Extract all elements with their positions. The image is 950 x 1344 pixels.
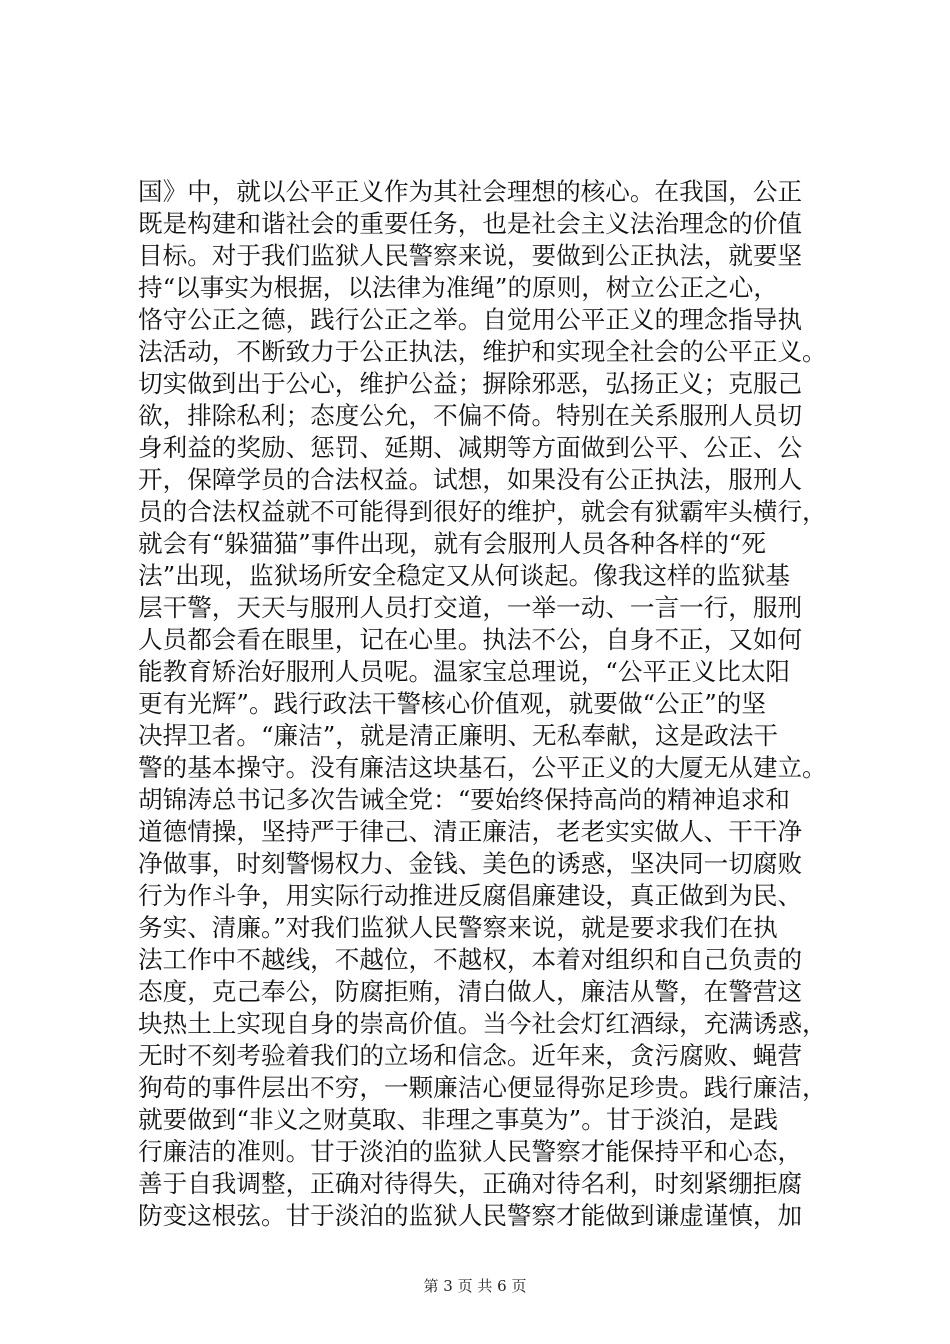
text-line: 身利益的奖励、惩罚、延期、减期等方面做到公平、公正、公 [138,433,803,462]
text-line: 层干警，天天与服刑人员打交道，一举一动、一言一行，服刑 [138,593,803,622]
text-line: 警的基本操守。没有廉洁这块基石，公平正义的大厦无从建立。 [138,753,827,782]
text-line: 善于自我调整，正确对待得失，正确对待名利，时刻紧绷拒腐 [138,1169,803,1198]
text-line: 狗苟的事件层出不穷，一颗廉洁心便显得弥足珍贵。践行廉洁， [138,1073,827,1102]
body-text [138,176,858,1232]
text-line: 行为作斗争，用实际行动推进反腐倡廉建设，真正做到为民、 [138,881,803,910]
text-line: 法”出现，监狱场所安全稳定又从何谈起。像我这样的监狱基 [138,561,791,590]
text-line: 持“以事实为根据，以法律为准绳”的原则，树立公正之心， [138,273,778,302]
text-line: 人员都会看在眼里，记在心里。执法不公，自身不正，又如何 [138,625,803,654]
text-line: 更有光辉”。践行政法干警核心价值观，就要做“公正”的坚 [138,689,766,718]
text-line: 就会有“躲猫猫”事件出现，就有会服刑人员各种各样的“死 [138,529,766,558]
text-line: 能教育矫治好服刑人员呢。温家宝总理说，“公平正义比太阳 [138,657,791,686]
text-line: 净做事，时刻警惕权力、金钱、美色的诱惑，坚决同一切腐败 [138,849,803,878]
text-line: 恪守公正之德，践行公正之举。自觉用公平正义的理念指导执 [138,305,803,334]
text-line: 切实做到出于公心，维护公益；摒除邪恶，弘扬正义；克服己 [138,369,803,398]
text-line: 行廉洁的准则。甘于淡泊的监狱人民警察才能保持平和心态， [138,1137,803,1166]
page-footer: 第 3 页 共 6 页 [423,1277,527,1295]
text-line: 欲，排除私利；态度公允，不偏不倚。特别在关系服刑人员切 [138,401,803,430]
text-line: 国》中，就以公平正义作为其社会理想的核心。在我国，公正 [138,177,803,206]
text-line: 就要做到“非义之财莫取、非理之事莫为”。甘于淡泊，是践 [138,1105,778,1134]
text-line: 胡锦涛总书记多次告诫全党：“要始终保持高尚的精神追求和 [138,785,791,814]
text-line: 目标。对于我们监狱人民警察来说，要做到公正执法，就要坚 [138,241,803,270]
text-line: 块热土上实现自身的崇高价值。当今社会灯红酒绿，充满诱惑， [138,1009,827,1038]
text-line: 防变这根弦。甘于淡泊的监狱人民警察才能做到谦虚谨慎，加 [138,1201,803,1230]
text-line: 开，保障学员的合法权益。试想，如果没有公正执法，服刑人 [138,465,803,494]
text-line: 决捍卫者。“廉洁”，就是清正廉明、无私奉献，这是政法干 [138,721,778,750]
text-line: 法工作中不越线，不越位，不越权，本着对组织和自己负责的 [138,945,803,974]
text-line: 态度，克己奉公，防腐拒贿，清白做人，廉洁从警，在警营这 [138,977,803,1006]
text-line: 既是构建和谐社会的重要任务，也是社会主义法治理念的价值 [138,209,803,238]
text-line: 无时不刻考验着我们的立场和信念。近年来，贪污腐败、蝇营 [138,1041,803,1070]
text-line: 道德情操，坚持严于律己、清正廉洁，老老实实做人、干干净 [138,817,803,846]
text-line: 员的合法权益就不可能得到很好的维护，就会有狱霸牢头横行， [138,497,827,526]
text-line: 务实、清廉。”对我们监狱人民警察来说，就是要求我们在执 [138,913,778,942]
text-line: 法活动，不断致力于公正执法，维护和实现全社会的公平正义。 [138,337,827,366]
